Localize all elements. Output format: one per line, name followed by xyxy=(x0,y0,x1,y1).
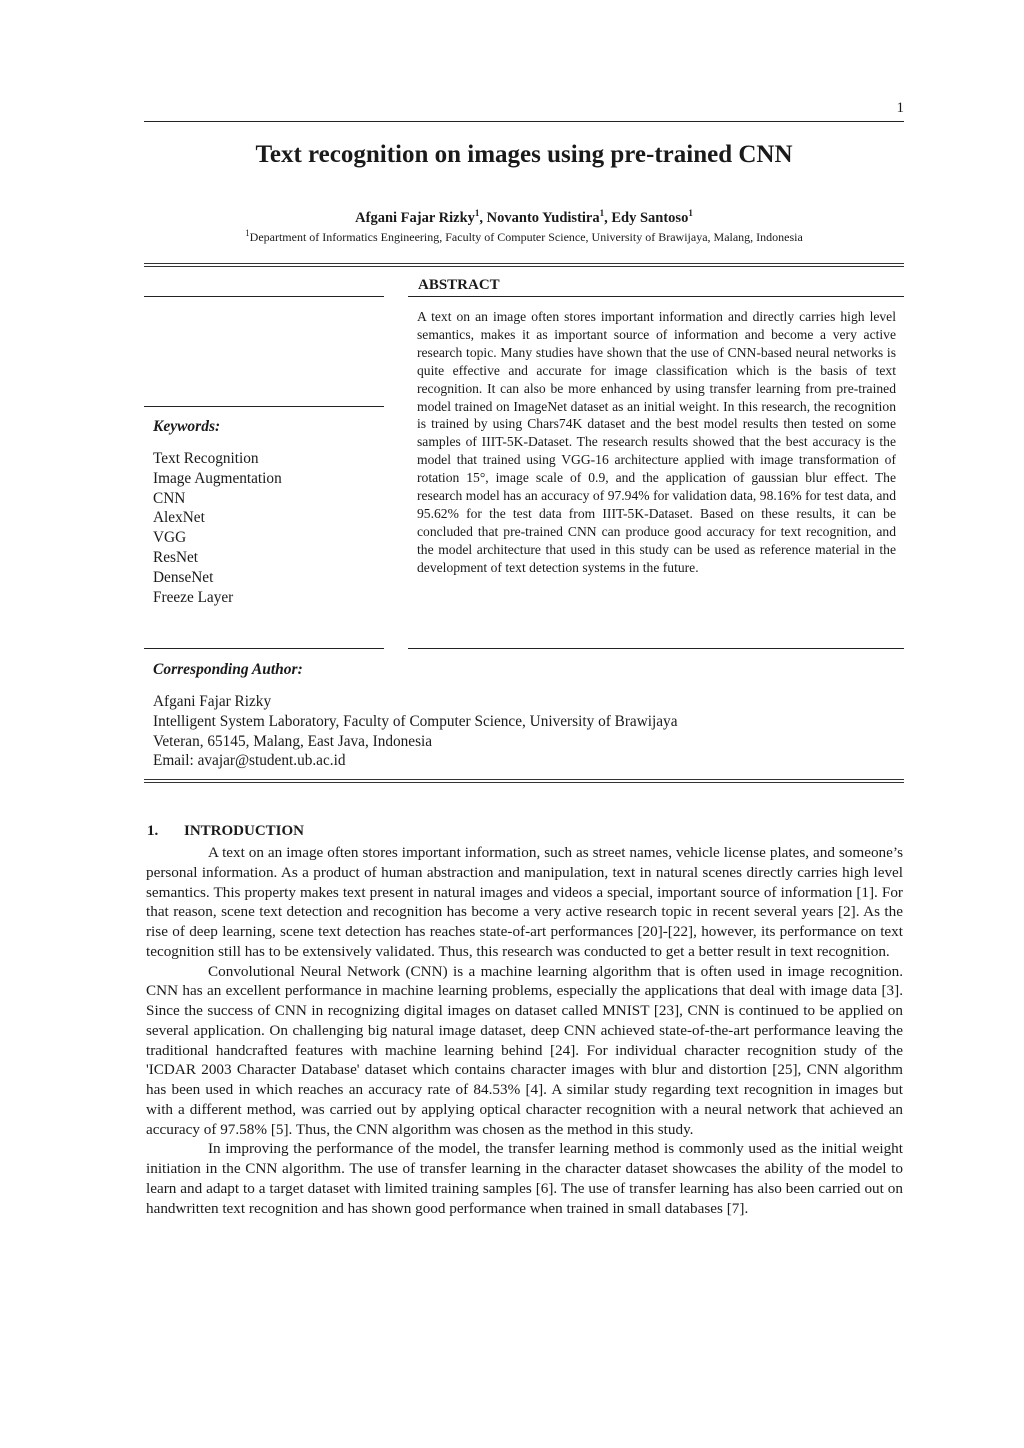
author-affil-mark: 1 xyxy=(474,208,480,219)
keyword-list xyxy=(153,449,282,607)
keyword-item: Freeze Layer xyxy=(153,588,234,606)
affiliation-text: Department of Informatics Engineering, Faculty of Computer Science, University of Brawijaya, Malang, Indonesia xyxy=(249,230,803,244)
front-matter-bottom-rule xyxy=(144,779,904,783)
body-paragraph: A text on an image often stores important information, such as street names, vehicle license plates, and someone’s personal information. As a product of human abstraction and manipulation, text in natural scenes directly carries high level semantics. This property makes text present in natural images and videos a special, important source of information [1]. For that reason, scene text detection and recognition has become a very active research topic in recent several years [2]. As the rise of deep learning, scene text detection has reaches state-of-art performances [20]-[22], however, its performance on text tecognition still has to be extensively validated. Thus, this research was conducted to get a better result in text recognition. xyxy=(146,844,903,960)
corresponding-author-block xyxy=(153,692,678,771)
section-heading xyxy=(147,823,304,840)
paper-title: Text recognition on images using pre-trained CNN xyxy=(255,141,793,168)
keyword-item: DenseNet xyxy=(153,568,214,586)
keyword-item: AlexNet xyxy=(153,509,205,527)
author-name: Novanto Yudistira xyxy=(486,210,600,226)
section-number: 1. xyxy=(147,823,159,839)
abstract-heading: ABSTRACT xyxy=(418,277,500,293)
affiliation-mark: 1 xyxy=(245,228,250,238)
corresponding-author-affiliation: Intelligent System Laboratory, Faculty of Computer Science, University of Brawijaya xyxy=(153,712,678,730)
body-paragraph: In improving the performance of the model, the transfer learning method is commonly used as the initial weight initiation in the CNN algorithm. The use of transfer learning in the character dataset showcases the ability of the model to learn and adapt to a target dataset with limited training samples [6]. The use of transfer learning has also been carried out on handwritten text recognition and has shown good performance when trained in small databases [7]. xyxy=(146,1140,903,1217)
page-number: 1 xyxy=(896,100,904,116)
keyword-item: Image Augmentation xyxy=(153,469,282,487)
keywords-bottom-rule xyxy=(144,648,384,649)
abstract-top-rule xyxy=(408,296,904,297)
abstract-text: A text on an image often stores important information and directly carries high level semantics, makes it as important source of information and become a very active research topic. Many studies have shown that the use of CNN-based neural networks is quite effective and accurate for image classification which is the basis of text recognition. It can also be more enhanced by using transfer learning from pre-trained model trained on ImageNet dataset as an initial weight. In this research, the recognition is trained by using Chars74K dataset and the best model results then tested on some samples of IIIT-5K-Dataset. The research results showed that the best accuracy is the model that trained using VGG-16 architecture applied with image transformation of rotation 15°, image scale of 0.9, and the application of gaussian blur effect. The research model has an accuracy of 97.94% for validation data, 98.16% for test data, and 95.62% for the test data from IIIT-5K-Dataset. Based on these results, it can be concluded that pre-trained CNN can produce good accuracy for text recognition, and the model architecture that used in this study can be used as reference material in the development of text detection systems in the future. xyxy=(417,309,896,575)
author-list: Afgani Fajar Rizky$^1$, Novanto Yudistira$^1$, Edy Santoso$^1$ xyxy=(355,208,693,226)
keyword-item: VGG xyxy=(153,529,187,547)
keyword-item: CNN xyxy=(153,489,186,507)
corresponding-author-heading: Corresponding Author: xyxy=(153,661,303,678)
author-name: Afgani Fajar Rizky xyxy=(355,210,475,226)
front-matter-top-rule xyxy=(144,263,904,267)
section-title: INTRODUCTION xyxy=(184,823,305,839)
keyword-item: Text Recognition xyxy=(153,450,259,467)
body-paragraph: Convolutional Neural Network (CNN) is a machine learning algorithm that is often used in image recognition. CNN has an excellent performance in machine learning problems, especially the applications that deal with image data [3]. Since the success of CNN in recognizing digital images on dataset called MNIST [23], CNN is continued to be applied on several application. On challenging big natural image dataset, deep CNN achieved state-of-the-art performance leaving the traditional handcrafted features with machine learning behind [24]. For individual character recognition study of the 'ICDAR 2003 Character Database' dataset which contains character images with blur and distortion [25], CNN algorithm has been used in which reaches an accuracy rate of 84.53% [4]. A similar study regarding text recognition in images but with a different method, was carried out by applying optical character recognition with a neural network that achieved an accuracy of 97.58% [5]. Thus, the CNN algorithm was chosen as the method in this study. xyxy=(146,962,903,1138)
corresponding-author-name: Afgani Fajar Rizky xyxy=(153,693,272,710)
author-affil-mark: 1 xyxy=(599,208,605,219)
author-affil-mark: 1 xyxy=(688,208,693,219)
abstract-bottom-rule xyxy=(408,648,904,649)
corresponding-author-address: Veteran, 65145, Malang, East Java, Indonesia xyxy=(153,732,433,750)
header-rule xyxy=(144,121,904,122)
keyword-item: ResNet xyxy=(153,548,199,566)
keywords-top-rule xyxy=(144,296,384,297)
keywords-divider xyxy=(144,406,384,407)
corresponding-author-email: Email: avajar@student.ub.ac.id xyxy=(153,752,346,770)
author-name: Edy Santoso xyxy=(611,210,689,226)
affiliation xyxy=(144,229,904,245)
introduction-body xyxy=(146,843,903,1218)
keywords-heading: Keywords: xyxy=(153,418,221,435)
